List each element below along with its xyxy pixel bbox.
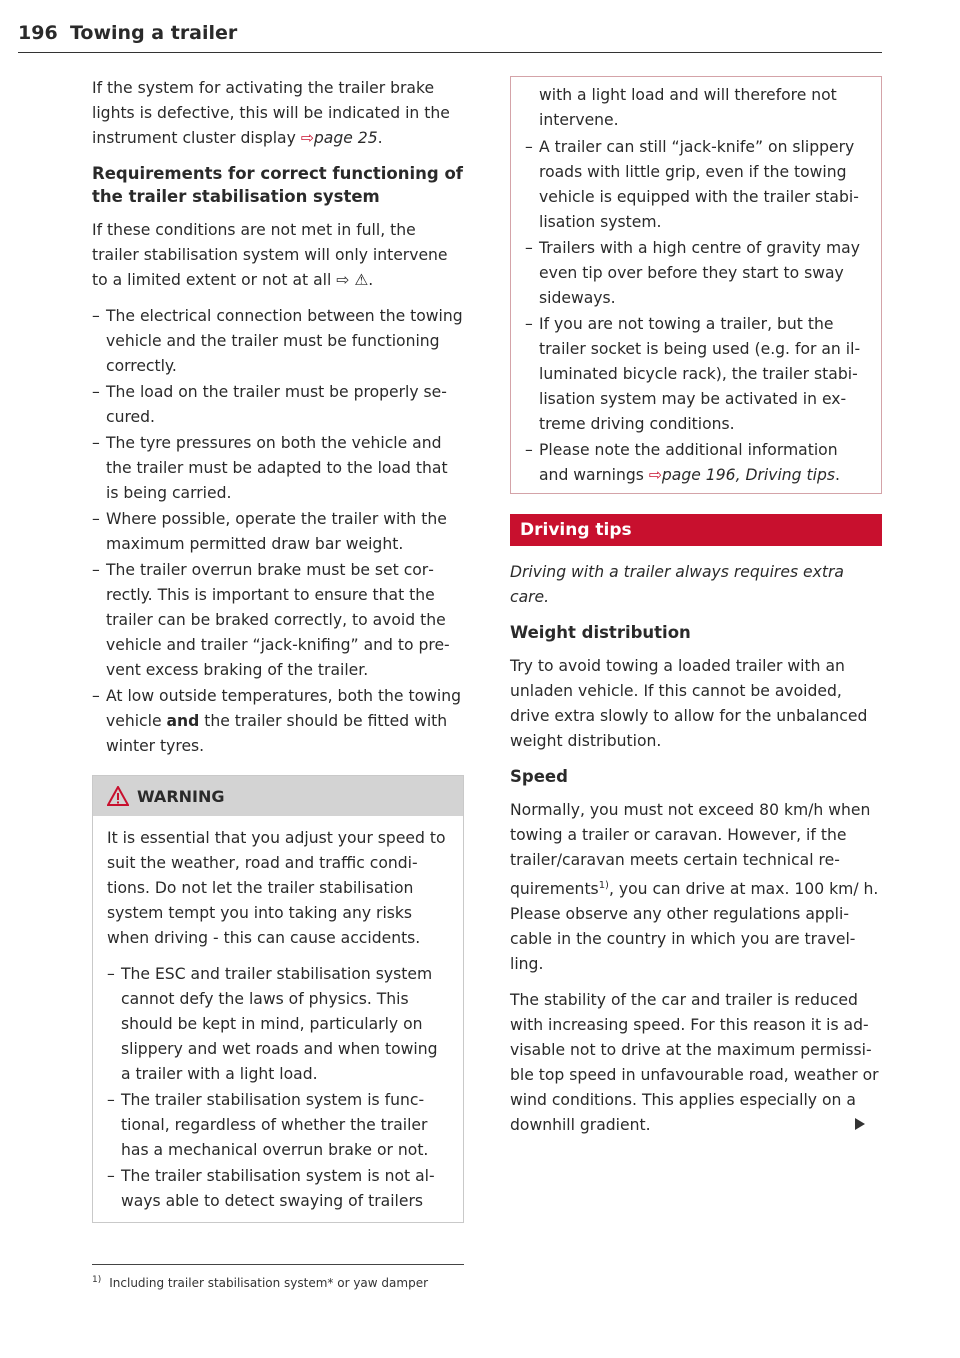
list-item: – At low outside temperatures, both the towing vehicle and the trailer should be fitted with winter tyres. — [92, 684, 464, 759]
list-item: – If you are not towing a trailer, but the trailer socket is being used (e.g. for an illuminated bicycle rack), the trailer stabilisation system may be activated in extreme driving conditions. — [525, 312, 867, 437]
list-item: – The trailer overrun brake must be set correctly. This is important to ensure that the trailer can be braked correctly, to avoid the vehicle and trailer “jack-knifing” and to prevent excess braking of the trailer. — [92, 558, 464, 683]
warning-box — [92, 775, 464, 1223]
footnote-marker: 1) — [92, 1275, 102, 1285]
left-column — [92, 76, 464, 1223]
page-number: 196 — [18, 22, 58, 44]
continue-arrow-icon — [855, 1118, 865, 1130]
list-item: – Trailers with a high centre of gravity may even tip over before they start to sway sideways. — [525, 236, 867, 311]
list-item: – The electrical connection between the towing vehicle and the trailer must be functioning correctly. — [92, 304, 464, 379]
list-item: – The load on the trailer must be properly secured. — [92, 380, 464, 430]
list-item: – The trailer stabilisation system is not always able to detect swaying of trailers — [107, 1164, 451, 1214]
list-item: – A trailer can still “jack-knife” on slippery roads with little grip, even if the towing vehicle is equipped with the trailer stabilisation system. — [525, 135, 867, 235]
driving-tips-reference-link[interactable]: page 196, Driving tips — [661, 466, 836, 484]
section-intro: Driving with a trailer always requires extra care. — [510, 563, 844, 606]
warning-continuation-list — [525, 135, 867, 488]
list-item: – Please note the additional information and warnings ⇨page 196, Driving tips. — [525, 438, 867, 488]
brake-lights-paragraph: If the system for activating the trailer brake lights is defective, this will be indicated in the instrument cluster display ⇨page 25. — [92, 79, 450, 147]
footnote-divider — [92, 1264, 464, 1265]
requirements-intro: If these conditions are not met in full, the trailer stabilisation system will only intervene to a limited extent or not at all ⇨ ⚠. — [92, 221, 448, 289]
warning-text: It is essential that you adjust your speed to suit the weather, road and traffic conditions. Do not let the trailer stabilisation system tempt you into taking any risks when driving - this can cause accidents. — [107, 829, 446, 947]
footnote-reference: 1) — [598, 880, 609, 891]
list-item: – Where possible, operate the trailer with the maximum permitted draw bar weight. — [92, 507, 464, 557]
right-column — [510, 76, 882, 1149]
warning-label: WARNING — [137, 786, 225, 806]
requirements-heading: Requirements for correct functioning of the trailer stabilisation system — [92, 164, 463, 206]
weight-distribution-heading: Weight distribution — [510, 623, 691, 642]
cross-reference-arrow-icon: ⇨ — [300, 129, 314, 147]
weight-distribution-paragraph: Try to avoid towing a loaded trailer with an unladen vehicle. If this cannot be avoided, drive extra slowly to allow for the unbalanced weight distribution. — [510, 657, 868, 750]
page-reference-link[interactable]: page 25 — [313, 129, 378, 147]
warning-list — [107, 962, 451, 1214]
stability-paragraph: The stability of the car and trailer is reduced with increasing speed. For this reason it is advisable not to drive at the maximum permissible top speed in unfavourable road, weather or wind conditions. This applies especially on a downhill gradient. — [510, 991, 879, 1135]
requirements-list — [92, 304, 464, 759]
footnote-text: Including trailer stabilisation system* or yaw damper — [109, 1276, 429, 1290]
page-header — [18, 22, 882, 53]
list-item: – The ESC and trailer stabilisation system cannot defy the laws of physics. This should be kept in mind, particularly on slippery and wet roads and when towing a trailer with a light load. — [107, 962, 451, 1087]
speed-paragraph: Normally, you must not exceed 80 km/h when towing a trailer or caravan. However, if the trailer/caravan meets certain technical requirements$^{1)}$, you can drive at max. 100 km/ h. Please observe any other regulations applicable in the country in which you are travelling. — [510, 801, 879, 974]
warning-header — [93, 776, 463, 816]
warning-triangle-icon — [107, 786, 129, 806]
section-title-bar: Driving tips — [510, 514, 882, 546]
warning-continuation-text: with a light load and will therefore not intervene. — [539, 86, 837, 129]
footnote — [92, 1275, 428, 1290]
warning-body — [93, 816, 463, 1222]
warning-continuation-box — [510, 76, 882, 494]
list-item: – The tyre pressures on both the vehicle and the trailer must be adapted to the load that is being carried. — [92, 431, 464, 506]
speed-heading: Speed — [510, 767, 568, 786]
list-item: – The trailer stabilisation system is functional, regardless of whether the trailer has a mechanical overrun brake or not. — [107, 1088, 451, 1163]
chapter-title: Towing a trailer — [70, 22, 238, 44]
cross-reference-arrow-icon: ⇨ — [648, 466, 662, 484]
